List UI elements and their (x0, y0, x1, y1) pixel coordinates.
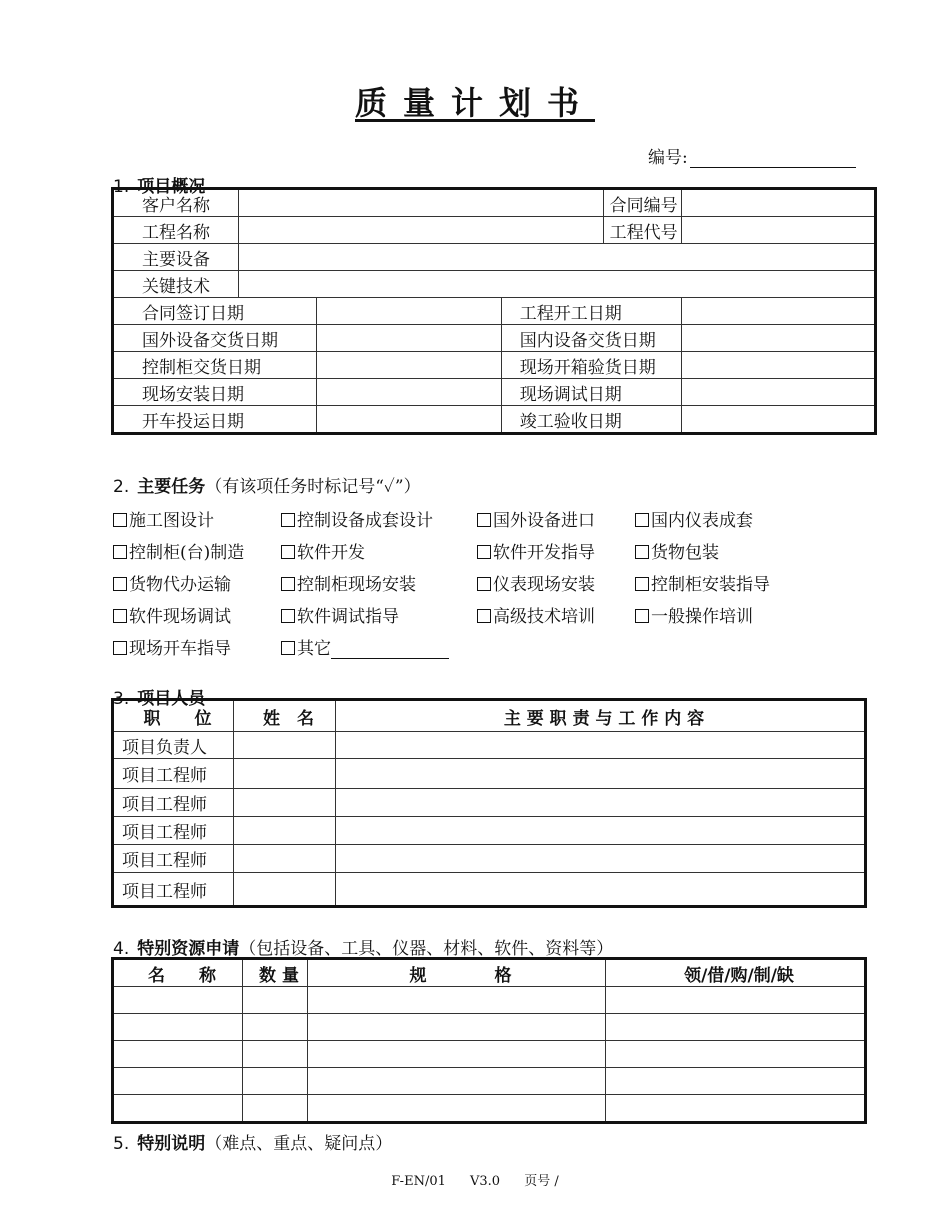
date-value[interactable] (316, 298, 501, 325)
resource-row (113, 1095, 866, 1123)
personnel-header-row (113, 700, 866, 732)
resource-cell[interactable] (308, 1014, 606, 1041)
task-checkbox[interactable]: 高级技术培训 (477, 602, 595, 627)
date-row (113, 406, 876, 434)
date-label: 竣工验收日期 (501, 406, 681, 434)
project-code-label: 工程代号 (603, 217, 681, 244)
duties-cell[interactable] (336, 845, 866, 873)
checkbox-icon (635, 513, 649, 527)
page-footer (0, 1170, 950, 1189)
section-4-heading: 4. 特别资源申请（包括设备、工具、仪器、材料、软件、资料等） (113, 939, 614, 959)
resource-cell[interactable] (606, 1095, 866, 1123)
role-cell: 项目工程师 (113, 817, 234, 845)
form-version: V3.0 (470, 1174, 501, 1189)
task-checkbox[interactable]: 国外设备进口 (477, 506, 595, 531)
resource-cell[interactable] (606, 1014, 866, 1041)
document-number-field[interactable] (690, 151, 856, 168)
date-value[interactable] (681, 352, 875, 379)
date-label: 现场安装日期 (113, 379, 317, 406)
date-row (113, 325, 876, 352)
personnel-row (113, 817, 866, 845)
date-row (113, 298, 876, 325)
date-label: 控制柜交货日期 (113, 352, 317, 379)
checkbox-icon (281, 641, 295, 655)
section-5-heading: 5. 特别说明（难点、重点、疑问点） (113, 1134, 393, 1154)
section-2-heading: 2. 主要任务（有该项任务时标记号“✓”） (113, 477, 421, 497)
role-cell: 项目工程师 (113, 873, 234, 907)
date-label: 现场开箱验货日期 (501, 352, 681, 379)
duties-cell[interactable] (336, 759, 866, 789)
personnel-row (113, 845, 866, 873)
contract-no-value[interactable] (681, 189, 875, 217)
resource-cell[interactable] (243, 987, 308, 1014)
date-row (113, 352, 876, 379)
page-number: 页号 / (524, 1174, 559, 1189)
resources-table (111, 957, 867, 1124)
resource-cell[interactable] (308, 1041, 606, 1068)
checkbox-icon (477, 577, 491, 591)
resource-cell[interactable] (606, 1041, 866, 1068)
task-checkbox[interactable]: 一般操作培训 (635, 602, 753, 627)
checkbox-icon (113, 513, 127, 527)
header-position: 职 位 (113, 700, 234, 732)
duties-cell[interactable] (336, 817, 866, 845)
main-equipment-value[interactable] (238, 244, 875, 271)
document-number (648, 143, 856, 168)
personnel-row (113, 732, 866, 759)
resource-row (113, 1068, 866, 1095)
task-checkbox[interactable]: 施工图设计 (113, 506, 214, 531)
role-cell: 项目工程师 (113, 759, 234, 789)
date-value[interactable] (316, 325, 501, 352)
checkbox-icon (281, 609, 295, 623)
checkbox-icon (477, 545, 491, 559)
header-acquisition: 领/借/购/制/缺 (606, 959, 866, 987)
date-label: 工程开工日期 (501, 298, 681, 325)
resource-cell[interactable] (113, 987, 243, 1014)
date-value[interactable] (316, 379, 501, 406)
project-name-value[interactable] (238, 217, 603, 244)
task-checkbox[interactable]: 控制柜安装指导 (635, 570, 770, 595)
resource-cell[interactable] (308, 1095, 606, 1123)
resource-cell[interactable] (113, 1095, 243, 1123)
checkbox-icon (113, 577, 127, 591)
header-name: 姓 名 (234, 700, 336, 732)
checkbox-icon (113, 641, 127, 655)
date-value[interactable] (681, 406, 875, 434)
form-code: F-EN/01 (391, 1174, 446, 1189)
checkbox-icon (635, 545, 649, 559)
project-code-value[interactable] (681, 217, 875, 244)
date-label: 国外设备交货日期 (113, 325, 317, 352)
resource-cell[interactable] (113, 1041, 243, 1068)
name-cell[interactable] (234, 732, 336, 759)
date-value[interactable] (681, 298, 875, 325)
section-3-heading: 3. 项目人员 (113, 689, 206, 709)
name-cell[interactable] (234, 759, 336, 789)
overview-row (113, 217, 876, 244)
role-cell: 项目工程师 (113, 789, 234, 817)
task-checkbox[interactable]: 国内仪表成套 (635, 506, 753, 531)
date-label: 合同签订日期 (113, 298, 317, 325)
checkbox-icon (477, 609, 491, 623)
task-checkbox[interactable]: 货物代办运输 (113, 570, 231, 595)
header-spec: 规 格 (308, 959, 606, 987)
overview-table (111, 187, 877, 435)
task-checkbox-other[interactable]: 其它 (281, 634, 449, 659)
date-value[interactable] (316, 352, 501, 379)
resource-cell[interactable] (243, 1041, 308, 1068)
checkbox-icon (281, 513, 295, 527)
date-label: 开车投运日期 (113, 406, 317, 434)
name-cell[interactable] (234, 817, 336, 845)
checkbox-icon (113, 609, 127, 623)
checkbox-icon (477, 513, 491, 527)
resource-cell[interactable] (113, 1068, 243, 1095)
resource-cell[interactable] (308, 1068, 606, 1095)
resource-row (113, 1041, 866, 1068)
header-quantity: 数 量 (243, 959, 308, 987)
header-item-name: 名 称 (113, 959, 243, 987)
personnel-row (113, 789, 866, 817)
checkbox-icon (113, 545, 127, 559)
date-row (113, 379, 876, 406)
project-name-label: 工程名称 (113, 217, 239, 244)
customer-name-label: 客户名称 (113, 189, 239, 217)
personnel-table (111, 698, 867, 908)
duties-cell[interactable] (336, 789, 866, 817)
task-checkbox[interactable]: 现场开车指导 (113, 634, 231, 659)
role-cell: 项目负责人 (113, 732, 234, 759)
resource-cell[interactable] (243, 1014, 308, 1041)
date-value[interactable] (681, 325, 875, 352)
key-tech-value[interactable] (238, 271, 875, 298)
name-cell[interactable] (234, 789, 336, 817)
overview-row (113, 189, 876, 217)
customer-name-value[interactable] (238, 189, 603, 217)
task-checkbox[interactable]: 控制设备成套设计 (281, 506, 433, 531)
document-number-label: 编号: (648, 148, 688, 168)
task-checkbox[interactable]: 软件调试指导 (281, 602, 399, 627)
page-title: 质量计划书 (354, 84, 595, 122)
duties-cell[interactable] (336, 732, 866, 759)
task-checkbox[interactable]: 软件开发 (281, 538, 365, 563)
personnel-row (113, 759, 866, 789)
date-value[interactable] (316, 406, 501, 434)
task-checkbox[interactable]: 控制柜(台)制造 (113, 538, 244, 563)
header-duties: 主 要 职 责 与 工 作 内 容 (336, 700, 866, 732)
task-checkbox[interactable]: 软件现场调试 (113, 602, 231, 627)
overview-row (113, 271, 876, 298)
key-tech-label: 关键技术 (113, 271, 239, 298)
resource-cell[interactable] (606, 1068, 866, 1095)
name-cell[interactable] (234, 873, 336, 907)
name-cell[interactable] (234, 845, 336, 873)
resource-cell[interactable] (113, 1014, 243, 1041)
section-1-heading: 1. 项目概况 (113, 177, 206, 197)
task-checkbox[interactable]: 仪表现场安装 (477, 570, 595, 595)
checkbox-icon (281, 545, 295, 559)
task-checkbox[interactable]: 货物包装 (635, 538, 719, 563)
other-task-field[interactable] (331, 642, 449, 659)
resources-header-row (113, 959, 866, 987)
duties-cell[interactable] (336, 873, 866, 907)
main-equipment-label: 主要设备 (113, 244, 239, 271)
task-checkbox[interactable]: 控制柜现场安装 (281, 570, 416, 595)
resource-row (113, 1014, 866, 1041)
date-label: 国内设备交货日期 (501, 325, 681, 352)
checkbox-icon (635, 609, 649, 623)
role-cell: 项目工程师 (113, 845, 234, 873)
checkbox-icon (635, 577, 649, 591)
contract-no-label: 合同编号 (603, 189, 681, 217)
resource-cell[interactable] (243, 1068, 308, 1095)
task-checkbox[interactable]: 软件开发指导 (477, 538, 595, 563)
personnel-row (113, 873, 866, 907)
date-label: 现场调试日期 (501, 379, 681, 406)
overview-row (113, 244, 876, 271)
checkbox-icon (281, 577, 295, 591)
resource-row (113, 987, 866, 1014)
date-value[interactable] (681, 379, 875, 406)
resource-cell[interactable] (606, 987, 866, 1014)
resource-cell[interactable] (308, 987, 606, 1014)
resource-cell[interactable] (243, 1095, 308, 1123)
